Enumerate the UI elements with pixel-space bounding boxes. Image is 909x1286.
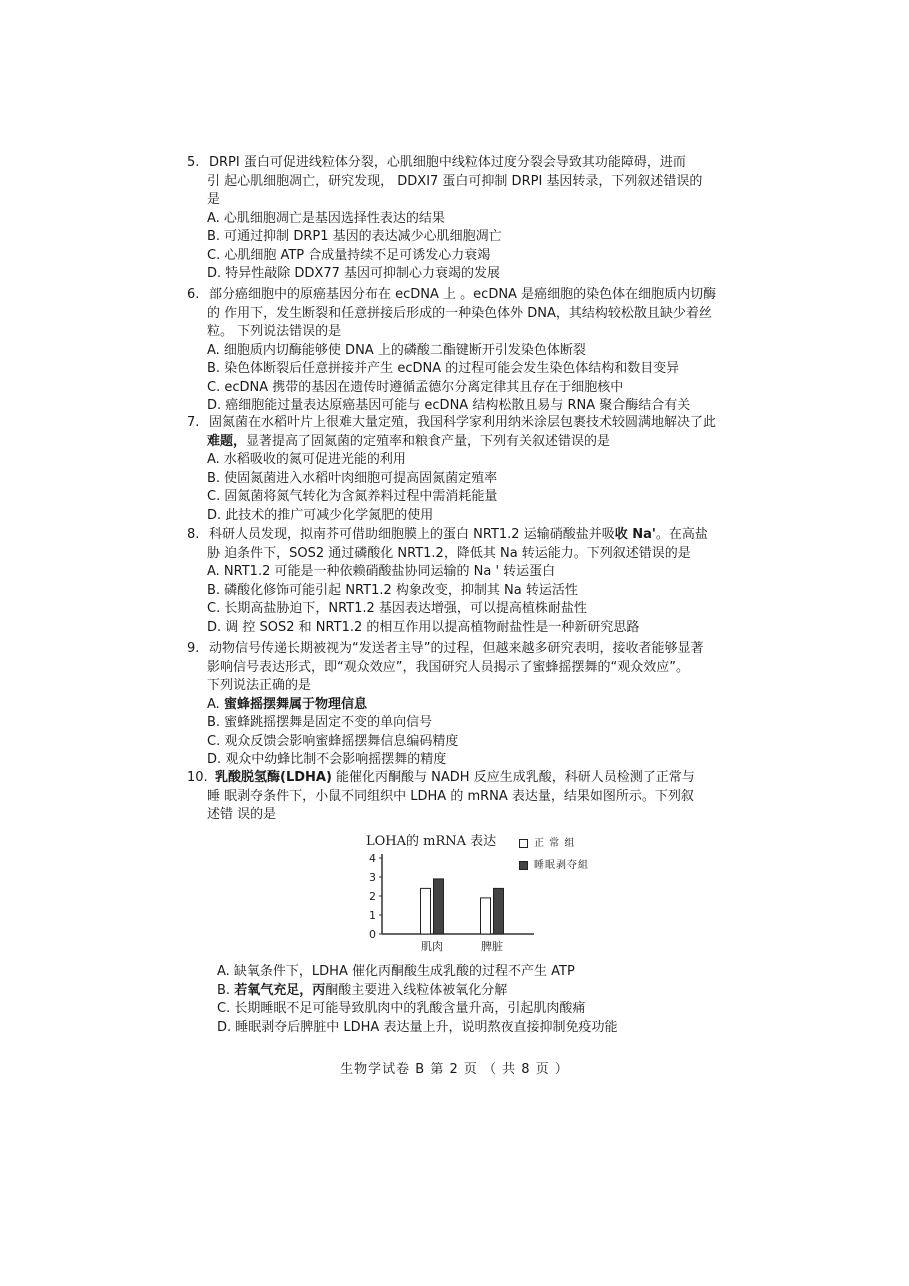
y-tick-label: 3 — [369, 871, 376, 884]
option-d: D. 此技术的推广可减少化学氮肥的使用 — [207, 507, 434, 523]
option-b — [217, 982, 817, 1001]
bold-text: 蜜蜂摇摆舞属于物理信息 — [223, 696, 367, 712]
x-tick-label: 脾脏 — [481, 940, 503, 953]
y-tick-label: 0 — [369, 928, 376, 941]
y-tick-label: 1 — [369, 909, 376, 922]
question-9-stem — [187, 640, 787, 659]
bold-text: 收 Na' — [614, 527, 656, 542]
ldha-chart — [362, 830, 612, 958]
stem-text: 。在高盐 — [655, 527, 708, 542]
stem-line: 述错 误的是 — [207, 807, 277, 822]
stem-line: 影响信号表达形式，即“观众效应”，我国研究人员揭示了蜜蜂摇摆舞的“观众效应”。 — [207, 659, 689, 675]
option-b: B. 染色体断裂后任意拼接并产生 ecDNA 的过程可能会发生染色体结构和数目变异 — [207, 361, 680, 376]
question-10-stem — [187, 769, 787, 788]
bar-normal-0 — [421, 888, 431, 934]
option-c: C. 心肌细胞 ATP 合成量持续不足可诱发心力衰竭 — [207, 247, 491, 263]
question-number: 9. — [187, 641, 200, 656]
option-d: D. 调 控 SOS2 和 NRT1.2 的相互作用以提高植物耐盐性是一种新研究思路 — [207, 619, 640, 635]
option-d: D. 癌细胞能过量表达原癌基因可能与 ecDNA 结构松散且易与 RNA 聚合酶结合有关 — [207, 398, 691, 413]
option-a — [187, 696, 787, 715]
stem-line: 粒。 下列说法错误的是 — [207, 324, 342, 339]
option-c: C. 长期睡眠不足可能导致肌肉中的乳酸含量升高，引起肌肉酸痛 — [217, 1001, 586, 1016]
option-text: 酮酸主要进入线粒体被氧化分解 — [325, 982, 508, 998]
option-b: B. 使固氮菌进入水稻叶肉细胞可提高固氮菌定殖率 — [207, 470, 498, 486]
page-footer: 生物学试卷 B 第 2 页 （ 共 8 页 ） — [340, 1062, 569, 1077]
bold-text: 乳酸脱氢酶(LDHA) — [215, 770, 332, 785]
option-a: A. 心肌细胞凋亡是基因选择性表达的结果 — [207, 210, 445, 226]
legend-label: 正 常 组 — [534, 838, 576, 849]
bar-deprived-1 — [494, 888, 504, 934]
option-letter: B. — [217, 982, 235, 998]
stem-line: 固氮菌在水稻叶片上很难大量定殖，我国科学家利用纳米涂层包裹技术较圆满地解决了此 — [209, 415, 717, 430]
bar-normal-1 — [481, 898, 491, 934]
question-number: 8. — [187, 527, 200, 542]
option-a: A. NRT1.2 可能是一种依赖硝酸盐协同运输的 Na ' 转运蛋白 — [207, 564, 556, 579]
question-number: 10. — [187, 770, 208, 785]
stem-text: 科研人员发现，拟南芥可借助细胞膜上的蛋白 NRT1.2 运输硝酸盐并吸 — [209, 527, 615, 542]
option-b: B. 可通过抑制 DRP1 基因的表达减少心肌细胞凋亡 — [207, 229, 502, 244]
question-number: 6. — [187, 287, 200, 302]
question-6 — [187, 286, 787, 416]
y-tick-label: 4 — [369, 852, 376, 865]
bold-text: 若氧气充足，丙 — [234, 982, 326, 998]
question-number: 7. — [187, 415, 200, 430]
option-a: A. 水稻吸收的氮可促进光能的利用 — [207, 452, 406, 467]
stem-line: 动物信号传递长期被视为“发送者主导”的过程，但越来越多研究表明，接收者能够显著 — [209, 641, 704, 656]
chart-plot — [362, 830, 612, 958]
option-c: C. 观众反馈会影响蜜蜂摇摆舞信息编码精度 — [207, 733, 459, 749]
option-a: A. 细胞质内切酶能够使 DNA 上的磷酸二酯键断开引发染色体断裂 — [207, 342, 586, 358]
stem-line — [187, 433, 787, 452]
option-c: C. 固氮菌将氮气转化为含氮养料过程中需消耗能量 — [207, 489, 498, 504]
option-letter: A. — [207, 696, 224, 712]
stem-line: 部分癌细胞中的原癌基因分布在 ecDNA 上 。ecDNA 是癌细胞的染色体在细胞质内切酶 — [209, 287, 717, 302]
stem-line: 引 起心肌细胞凋亡，研究发现， DDXI7 蛋白可抑制 DRPI 基因转录，下列叙述错误的 — [207, 173, 703, 189]
legend-label: 睡眠剥夺組 — [534, 860, 589, 871]
question-7 — [187, 414, 787, 525]
stem-line: 的 作用下，发生断裂和任意拼接后形成的一种染色体外 DNA，其结构较松散且缺少着丝 — [207, 305, 712, 321]
stem-line: 睡 眠剥夺条件下，小鼠不同组织中 LDHA 的 mRNA 表达量，结果如图所示。下列叙 — [207, 788, 694, 804]
question-9 — [187, 640, 787, 770]
question-5-stem — [187, 154, 787, 173]
stem-line: 下列说法正确的是 — [207, 678, 312, 693]
question-6-stem — [187, 286, 787, 305]
stem-text: 显著提高了固氮菌的定殖率和粮食产量，下列有关叙述错误的是 — [246, 433, 611, 449]
option-d: D. 特异性敲除 DDX77 基因可抑制心力衰竭的发展 — [207, 266, 501, 281]
stem-text: 能催化丙酮酸与 NADH 反应生成乳酸，科研人员检测了正常与 — [331, 770, 695, 785]
bold-text: 难题， — [207, 433, 247, 449]
question-number: 5. — [187, 155, 200, 170]
question-10-options — [217, 963, 817, 1037]
bar-deprived-0 — [434, 879, 444, 934]
chart-title: LOHA的 mRNA 表达 — [366, 834, 497, 849]
question-8-stem — [187, 526, 787, 545]
question-7-stem — [187, 414, 787, 433]
option-d: D. 睡眠剥夺后脾脏中 LDHA 表达量上升，说明熬夜直接抑制免疫功能 — [217, 1019, 618, 1035]
question-10 — [187, 769, 787, 825]
stem-line: 是 — [207, 192, 221, 207]
y-tick-label: 2 — [369, 890, 376, 903]
x-tick-label: 肌肉 — [421, 940, 443, 953]
option-c: C. 长期高盐胁迫下，NRT1.2 基因表达增强，可以提高植株耐盐性 — [207, 601, 587, 616]
question-5 — [187, 154, 787, 284]
option-b: B. 磷酸化修饰可能引起 NRT1.2 构象改变，抑制其 Na 转运活性 — [207, 582, 578, 598]
option-d: D. 观众中幼蜂比制不会影响摇摆舞的精度 — [207, 752, 447, 767]
question-8 — [187, 526, 787, 637]
option-a: A. 缺氧条件下，LDHA 催化丙酮酸生成乳酸的过程不产生 ATP — [217, 964, 575, 979]
option-b: B. 蜜蜂跳摇摆舞是固定不变的单向信号 — [207, 715, 433, 730]
stem-line: DRPI 蛋白可促进线粒体分裂，心肌细胞中线粒体过度分裂会导致其功能障碍，进而 — [209, 155, 686, 170]
option-c: C. ecDNA 携带的基因在遗传时遵循孟德尔分离定律其且存在于细胞核中 — [207, 379, 624, 395]
stem-line: 胁 迫条件下，SOS2 通过磷酸化 NRT1.2，降低其 Na 转运能力。下列叙述错误的是 — [207, 545, 691, 561]
